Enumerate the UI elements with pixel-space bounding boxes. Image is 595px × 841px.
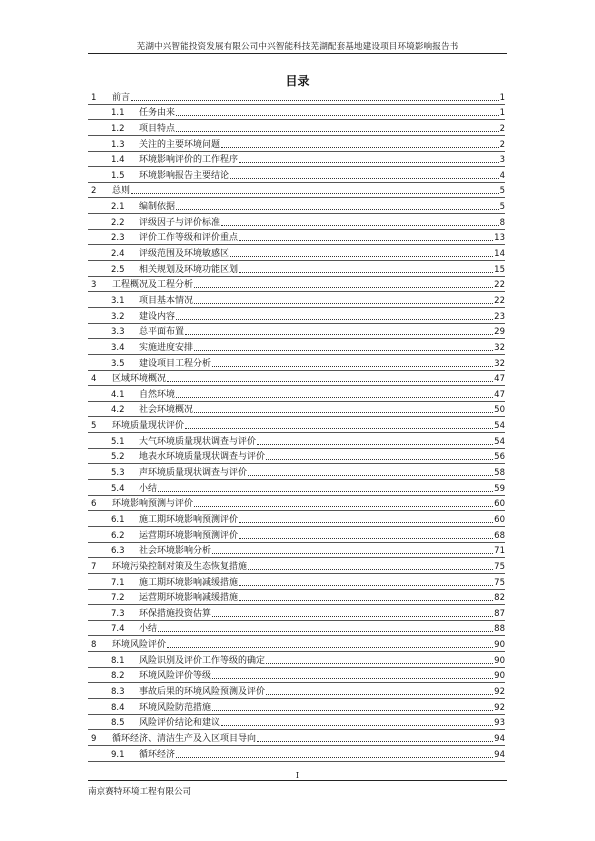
table-of-contents xyxy=(88,89,505,762)
toc-dot-leader xyxy=(194,497,493,507)
toc-entry-title: 小结 xyxy=(139,483,158,494)
toc-entry-page: 32 xyxy=(494,342,505,353)
toc-entry[interactable] xyxy=(88,386,505,402)
toc-entry-page: 4 xyxy=(499,170,505,181)
toc-entry-number: 6.3 xyxy=(111,546,125,557)
toc-dot-leader xyxy=(194,403,493,413)
toc-title: 目录 xyxy=(285,74,310,88)
toc-entry[interactable] xyxy=(88,355,505,371)
toc-entry-number: 1 xyxy=(91,92,97,103)
toc-entry-number: 3.5 xyxy=(111,358,125,369)
toc-entry[interactable] xyxy=(88,543,505,559)
toc-entry-number: 8 xyxy=(91,640,97,651)
toc-dot-leader xyxy=(248,466,493,476)
toc-entry-page: 60 xyxy=(494,514,505,525)
toc-entry-page: 13 xyxy=(494,233,505,244)
toc-entry-page: 5 xyxy=(499,202,505,213)
toc-dot-leader xyxy=(131,91,499,101)
toc-entry-title: 环境风险评价 xyxy=(112,640,167,651)
toc-entry-title: 地表水环境质量现状调查与评价 xyxy=(139,452,266,463)
toc-entry-number: 2.1 xyxy=(111,202,125,213)
toc-entry-number: 2.5 xyxy=(111,264,125,275)
toc-entry[interactable] xyxy=(88,308,505,324)
toc-entry-number: 9.1 xyxy=(111,749,125,760)
toc-entry-title: 施工期环境影响预测评价 xyxy=(139,514,239,525)
toc-entry-title: 环境影响评价的工作程序 xyxy=(139,155,239,166)
toc-entry-page: 90 xyxy=(494,655,505,666)
toc-dot-leader xyxy=(176,748,493,758)
toc-dot-leader xyxy=(221,216,499,226)
toc-entry-title: 总平面布置 xyxy=(139,327,185,338)
toc-dot-leader xyxy=(176,388,493,398)
toc-dot-leader xyxy=(194,278,493,288)
toc-entry[interactable] xyxy=(88,120,505,136)
toc-dot-leader xyxy=(230,169,499,179)
toc-dot-leader xyxy=(158,482,493,492)
toc-entry-page: 22 xyxy=(494,295,505,306)
toc-entry-title: 实施进度安排 xyxy=(139,342,194,353)
toc-entry-page: 54 xyxy=(494,421,505,432)
toc-entry[interactable] xyxy=(88,89,505,105)
toc-dot-leader xyxy=(185,419,493,429)
toc-dot-leader xyxy=(194,341,493,351)
toc-dot-leader xyxy=(230,247,493,257)
toc-entry-title: 建设项目工程分析 xyxy=(139,358,212,369)
toc-entry-title: 编制依据 xyxy=(139,202,176,213)
toc-entry-number: 6.1 xyxy=(111,514,125,525)
toc-entry-number: 3.2 xyxy=(111,311,125,322)
toc-entry-title: 事故后果的环境风险预测及评价 xyxy=(139,686,266,697)
toc-dot-leader xyxy=(248,560,493,570)
toc-entry[interactable] xyxy=(88,449,505,465)
toc-entry-number: 8.2 xyxy=(111,671,125,682)
toc-entry-page: 8 xyxy=(499,217,505,228)
toc-entry-page: 15 xyxy=(494,264,505,275)
toc-entry[interactable] xyxy=(88,214,505,230)
toc-entry-title: 项目特点 xyxy=(139,123,176,134)
toc-entry-title: 运营期环境影响减缓措施 xyxy=(139,593,239,604)
toc-entry[interactable] xyxy=(88,668,505,684)
toc-entry[interactable] xyxy=(88,746,505,762)
toc-dot-leader xyxy=(176,106,499,116)
toc-entry-page: 50 xyxy=(494,405,505,416)
toc-entry-title: 自然环境 xyxy=(139,389,176,400)
toc-entry-page: 75 xyxy=(494,561,505,572)
toc-entry[interactable] xyxy=(88,511,505,527)
toc-entry[interactable] xyxy=(88,152,505,168)
toc-entry-number: 4.2 xyxy=(111,405,125,416)
toc-entry[interactable] xyxy=(88,230,505,246)
toc-dot-leader xyxy=(239,529,493,539)
toc-entry[interactable] xyxy=(88,480,505,496)
toc-entry-page: 1 xyxy=(499,92,505,103)
toc-entry-page: 92 xyxy=(494,686,505,697)
toc-entry-title: 循环经济 xyxy=(139,749,176,760)
toc-entry-number: 5.4 xyxy=(111,483,125,494)
toc-entry-page: 22 xyxy=(494,280,505,291)
toc-entry-title: 环境污染控制对策及生态恢复措施 xyxy=(112,561,248,572)
toc-entry[interactable] xyxy=(88,167,505,183)
toc-entry-number: 5.2 xyxy=(111,452,125,463)
toc-entry-page: 29 xyxy=(494,327,505,338)
toc-entry-title: 环境风险防范措施 xyxy=(139,702,212,713)
toc-dot-leader xyxy=(239,231,493,241)
toc-entry-number: 5 xyxy=(91,421,97,432)
toc-entry-number: 6 xyxy=(91,499,97,510)
toc-entry-title: 大气环境质量现状调查与评价 xyxy=(139,436,257,447)
toc-entry[interactable] xyxy=(88,277,505,293)
toc-entry-page: 60 xyxy=(494,499,505,510)
toc-entry-title: 风险识别及评价工作等级的确定 xyxy=(139,655,266,666)
toc-entry-title: 风险评价结论和建议 xyxy=(139,718,221,729)
toc-entry[interactable] xyxy=(88,292,505,308)
toc-entry[interactable] xyxy=(88,324,505,340)
toc-entry-title: 评级范围及环境敏感区 xyxy=(139,249,230,260)
toc-entry-page: 1 xyxy=(499,108,505,119)
toc-entry-title: 循环经济、清洁生产及入区项目导向 xyxy=(112,733,257,744)
toc-entry-page: 90 xyxy=(494,640,505,651)
toc-entry-page: 88 xyxy=(494,624,505,635)
toc-dot-leader xyxy=(185,325,493,335)
toc-dot-leader xyxy=(239,591,493,601)
toc-entry-number: 4.1 xyxy=(111,389,125,400)
toc-entry[interactable] xyxy=(88,683,505,699)
toc-dot-leader xyxy=(212,544,493,554)
header-rule xyxy=(88,53,507,54)
toc-entry[interactable] xyxy=(88,730,505,746)
toc-entry-page: 92 xyxy=(494,702,505,713)
page-number: I xyxy=(295,771,300,780)
toc-entry-number: 2 xyxy=(91,186,97,197)
running-footer: 南京赛特环境工程有限公司 xyxy=(88,787,192,797)
toc-entry-number: 8.1 xyxy=(111,655,125,666)
toc-entry-page: 87 xyxy=(494,608,505,619)
toc-dot-leader xyxy=(167,638,493,648)
toc-entry-number: 8.3 xyxy=(111,686,125,697)
toc-dot-leader xyxy=(212,607,493,617)
toc-entry-number: 4 xyxy=(91,374,97,385)
toc-entry-number: 2.2 xyxy=(111,217,125,228)
toc-entry-number: 1.5 xyxy=(111,170,125,181)
toc-entry-number: 1.4 xyxy=(111,155,125,166)
toc-entry-title: 项目基本情况 xyxy=(139,295,194,306)
toc-entry-title: 环保措施投资估算 xyxy=(139,608,212,619)
toc-entry-number: 8.4 xyxy=(111,702,125,713)
toc-entry-page: 3 xyxy=(499,155,505,166)
toc-entry-number: 3.4 xyxy=(111,342,125,353)
toc-entry-number: 7.3 xyxy=(111,608,125,619)
toc-entry[interactable] xyxy=(88,417,505,433)
toc-entry-title: 社会环境影响分析 xyxy=(139,546,212,557)
toc-entry[interactable] xyxy=(88,136,505,152)
toc-entry-title: 运营期环境影响预测评价 xyxy=(139,530,239,541)
toc-entry-title: 社会环境概况 xyxy=(139,405,194,416)
toc-entry-page: 75 xyxy=(494,577,505,588)
toc-entry-page: 2 xyxy=(499,123,505,134)
toc-entry-number: 5.1 xyxy=(111,436,125,447)
toc-entry-page: 23 xyxy=(494,311,505,322)
toc-entry-number: 6.2 xyxy=(111,530,125,541)
toc-entry-number: 2.3 xyxy=(111,233,125,244)
toc-dot-leader xyxy=(239,263,493,273)
toc-entry-page: 54 xyxy=(494,436,505,447)
toc-dot-leader xyxy=(266,654,493,664)
footer-rule xyxy=(88,780,507,781)
toc-entry[interactable] xyxy=(88,245,505,261)
toc-entry[interactable] xyxy=(88,402,505,418)
toc-dot-leader xyxy=(176,122,499,132)
toc-entry[interactable] xyxy=(88,715,505,731)
toc-entry[interactable] xyxy=(88,590,505,606)
toc-dot-leader xyxy=(212,701,493,711)
toc-entry[interactable] xyxy=(88,433,505,449)
toc-entry-number: 1.2 xyxy=(111,123,125,134)
toc-entry-page: 94 xyxy=(494,733,505,744)
toc-dot-leader xyxy=(257,732,493,742)
toc-dot-leader xyxy=(176,310,493,320)
toc-entry-number: 7 xyxy=(91,561,97,572)
toc-entry[interactable] xyxy=(88,496,505,512)
toc-entry[interactable] xyxy=(88,558,505,574)
toc-entry-page: 5 xyxy=(499,186,505,197)
toc-dot-leader xyxy=(221,716,493,726)
toc-entry[interactable] xyxy=(88,183,505,199)
toc-entry[interactable] xyxy=(88,652,505,668)
toc-entry[interactable] xyxy=(88,371,505,387)
toc-entry-page: 59 xyxy=(494,483,505,494)
toc-entry-page: 47 xyxy=(494,389,505,400)
toc-entry-number: 3.3 xyxy=(111,327,125,338)
toc-entry-title: 声环境质量现状调查与评价 xyxy=(139,468,248,479)
toc-entry-title: 关注的主要环境问题 xyxy=(139,139,221,150)
toc-entry-title: 环境质量现状评价 xyxy=(112,421,185,432)
toc-entry-number: 3 xyxy=(91,280,97,291)
toc-entry-number: 5.3 xyxy=(111,468,125,479)
toc-entry-title: 小结 xyxy=(139,624,158,635)
toc-entry[interactable] xyxy=(88,339,505,355)
toc-entry-page: 71 xyxy=(494,546,505,557)
toc-dot-leader xyxy=(212,357,493,367)
toc-entry[interactable] xyxy=(88,105,505,121)
toc-entry-page: 32 xyxy=(494,358,505,369)
toc-dot-leader xyxy=(167,372,493,382)
running-header: 芜湖中兴智能投资发展有限公司中兴智能科技芜湖配套基地建设项目环境影响报告书 xyxy=(136,42,459,52)
toc-entry-title: 建设内容 xyxy=(139,311,176,322)
toc-entry-number: 2.4 xyxy=(111,249,125,260)
toc-entry-number: 1.1 xyxy=(111,108,125,119)
toc-entry-number: 9 xyxy=(91,733,97,744)
toc-entry-title: 区域环境概况 xyxy=(112,374,167,385)
toc-entry-title: 相关规划及环境功能区划 xyxy=(139,264,239,275)
toc-entry-title: 环境风险评价等级 xyxy=(139,671,212,682)
toc-entry-title: 施工期环境影响减缓措施 xyxy=(139,577,239,588)
toc-entry-page: 68 xyxy=(494,530,505,541)
toc-entry-number: 7.2 xyxy=(111,593,125,604)
toc-entry[interactable] xyxy=(88,464,505,480)
toc-entry-number: 8.5 xyxy=(111,718,125,729)
toc-entry-page: 90 xyxy=(494,671,505,682)
toc-dot-leader xyxy=(266,685,493,695)
toc-entry[interactable] xyxy=(88,574,505,590)
toc-entry[interactable] xyxy=(88,636,505,652)
toc-entry-number: 3.1 xyxy=(111,295,125,306)
toc-entry-title: 工程概况及工程分析 xyxy=(112,280,194,291)
toc-dot-leader xyxy=(158,622,493,632)
toc-entry-page: 56 xyxy=(494,452,505,463)
toc-entry-title: 评价工作等级和评价重点 xyxy=(139,233,239,244)
toc-dot-leader xyxy=(131,184,499,194)
toc-dot-leader xyxy=(239,513,493,523)
toc-entry-title: 前言 xyxy=(112,92,131,103)
toc-dot-leader xyxy=(257,435,493,445)
toc-dot-leader xyxy=(221,138,499,148)
toc-entry-page: 94 xyxy=(494,749,505,760)
toc-entry[interactable] xyxy=(88,527,505,543)
toc-dot-leader xyxy=(239,576,493,586)
toc-entry[interactable] xyxy=(88,605,505,621)
toc-dot-leader xyxy=(212,669,493,679)
toc-entry-page: 2 xyxy=(499,139,505,150)
toc-dot-leader xyxy=(176,200,499,210)
toc-entry-page: 82 xyxy=(494,593,505,604)
toc-entry-title: 任务由来 xyxy=(139,108,176,119)
toc-entry[interactable] xyxy=(88,261,505,277)
toc-dot-leader xyxy=(239,153,499,163)
toc-entry-number: 1.3 xyxy=(111,139,125,150)
toc-dot-leader xyxy=(194,294,493,304)
toc-entry-number: 7.1 xyxy=(111,577,125,588)
toc-entry-number: 7.4 xyxy=(111,624,125,635)
toc-entry-page: 58 xyxy=(494,468,505,479)
toc-entry-page: 47 xyxy=(494,374,505,385)
toc-entry-page: 93 xyxy=(494,718,505,729)
toc-entry-title: 环境影响报告主要结论 xyxy=(139,170,230,181)
toc-entry[interactable] xyxy=(88,699,505,715)
toc-entry-page: 14 xyxy=(494,249,505,260)
toc-entry-title: 环境影响预测与评价 xyxy=(112,499,194,510)
toc-dot-leader xyxy=(266,450,493,460)
toc-entry-title: 评级因子与评价标准 xyxy=(139,217,221,228)
toc-entry-title: 总则 xyxy=(112,186,131,197)
toc-entry[interactable] xyxy=(88,198,505,214)
toc-entry[interactable] xyxy=(88,621,505,637)
